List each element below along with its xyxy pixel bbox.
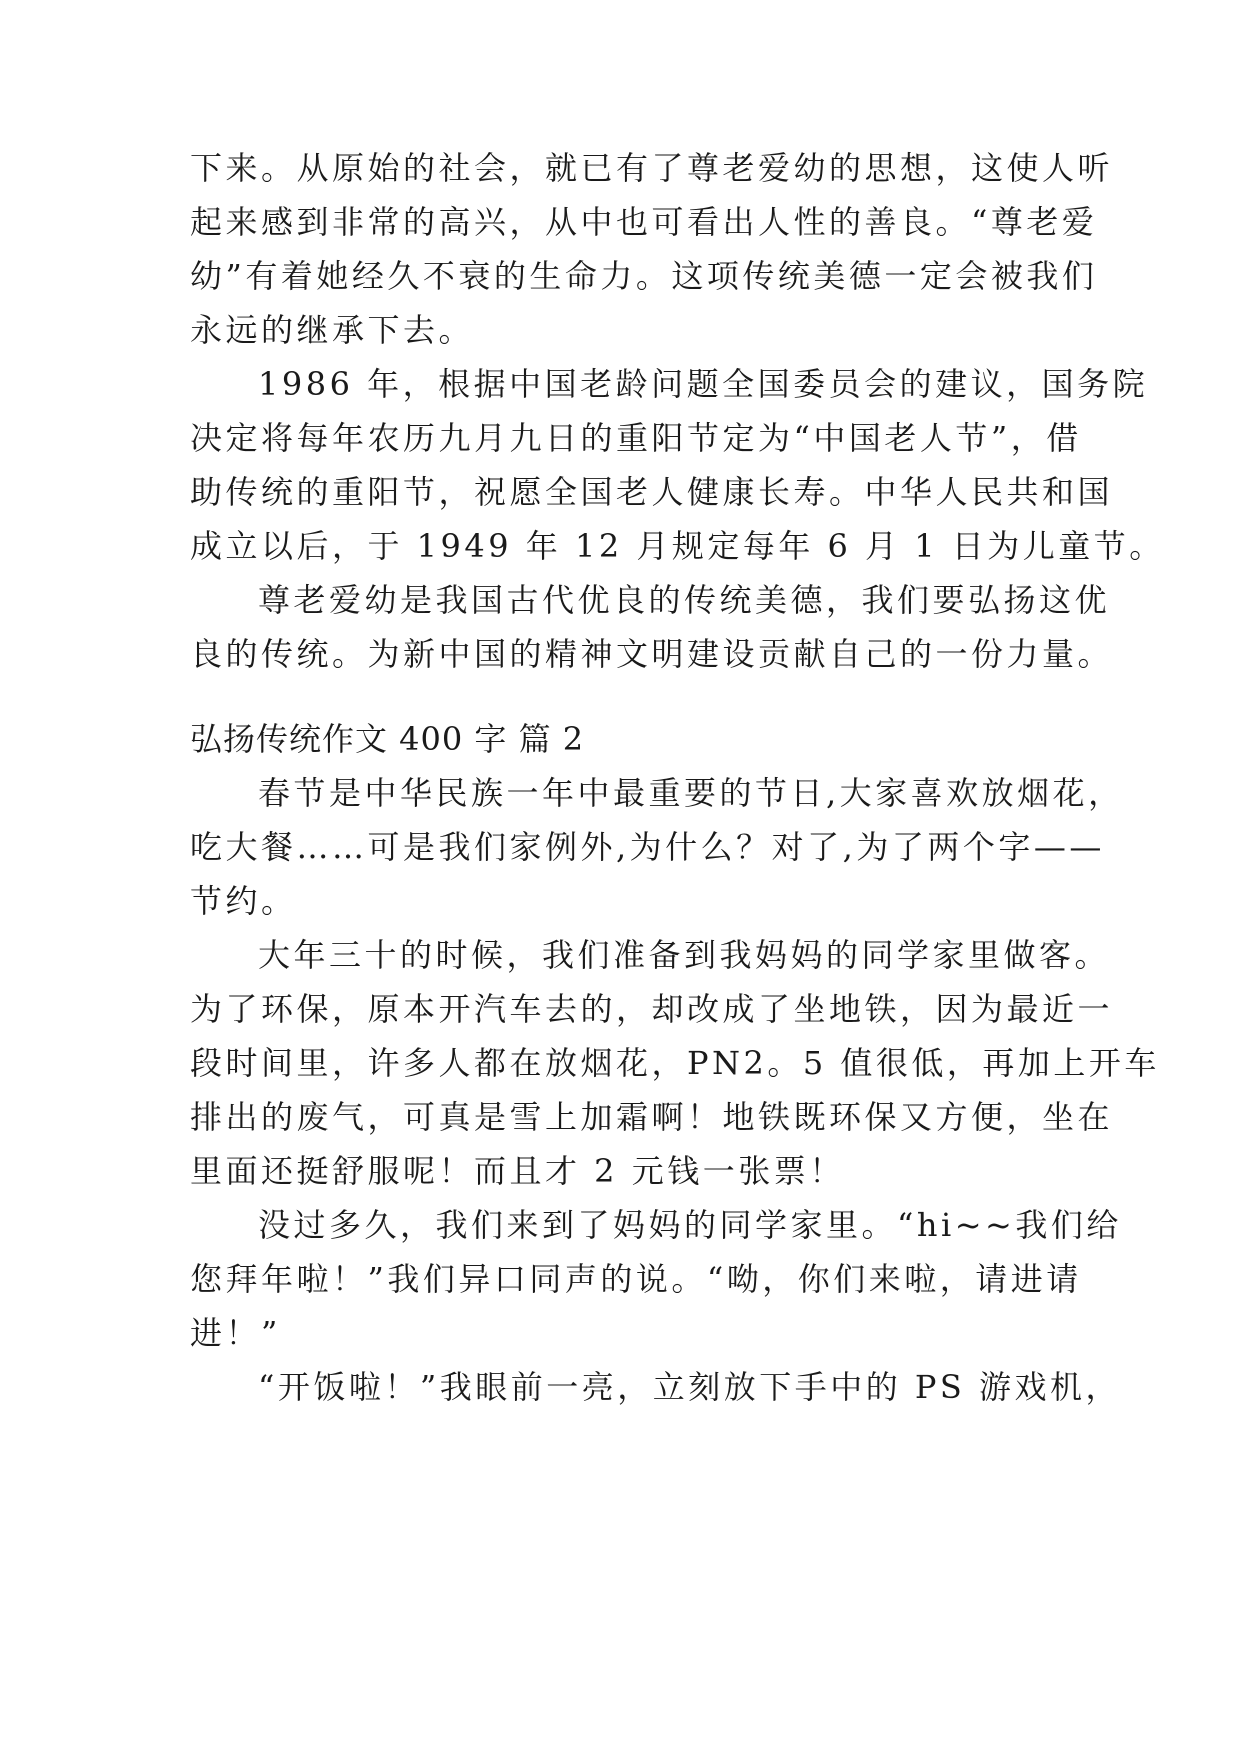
- paragraph-line: 决定将每年农历九月九日的重阳节定为“中国老人节”，借: [190, 419, 1082, 457]
- paragraph-line: 排出的废气，可真是雪上加霜啊！地铁既环保又方便，坐在: [190, 1098, 1114, 1136]
- paragraph-line: 吃大餐……可是我们家例外,为什么？对了,为了两个字——: [190, 828, 1105, 866]
- paragraph-line: 尊老爱幼是我国古代优良的传统美德，我们要弘扬这优: [258, 581, 1111, 619]
- paragraph-line: 大年三十的时候，我们准备到我妈妈的同学家里做客。: [258, 936, 1111, 974]
- paragraph-line: 没过多久，我们来到了妈妈的同学家里。“hi~~我们给: [258, 1206, 1122, 1244]
- paragraph-line: “开饭啦！”我眼前一亮，立刻放下手中的 PS 游戏机，: [258, 1368, 1122, 1406]
- paragraph-line: 为了环保，原本开汽车去的，却改成了坐地铁，因为最近一: [190, 990, 1114, 1028]
- paragraph-line: 助传统的重阳节，祝愿全国老人健康长寿。中华人民共和国: [190, 473, 1114, 511]
- paragraph-line: 成立以后，于 1949 年 12 月规定每年 6 月 1 日为儿童节。: [190, 527, 1165, 565]
- paragraph-line: 起来感到非常的高兴，从中也可看出人性的善良。“尊老爱: [190, 203, 1098, 241]
- paragraph-line: 幼”有着她经久不衰的生命力。这项传统美德一定会被我们: [190, 257, 1098, 295]
- paragraph-line: 良的传统。为新中国的精神文明建设贡献自己的一份力量。: [190, 635, 1114, 673]
- paragraph-line: 节约。: [190, 882, 297, 920]
- paragraph-line: 永远的继承下去。: [190, 311, 475, 349]
- paragraph-line: 春节是中华民族一年中最重要的节日,大家喜欢放烟花，: [258, 774, 1124, 812]
- paragraph-line: 您拜年啦！”我们异口同声的说。“呦，你们来啦，请进请: [190, 1260, 1082, 1298]
- paragraph-line: 下来。从原始的社会，就已有了尊老爱幼的思想，这使人听: [190, 149, 1114, 187]
- section-heading: 弘扬传统作文 400 字 篇 2: [190, 720, 585, 758]
- paragraph-line: 1986 年，根据中国老龄问题全国委员会的建议，国务院: [258, 365, 1149, 403]
- paragraph-line: 段时间里，许多人都在放烟花，PN2。5 值很低，再加上开车: [190, 1044, 1160, 1082]
- paragraph-line: 进！”: [190, 1314, 281, 1352]
- paragraph-line: 里面还挺舒服呢！而且才 2 元钱一张票！: [190, 1152, 845, 1190]
